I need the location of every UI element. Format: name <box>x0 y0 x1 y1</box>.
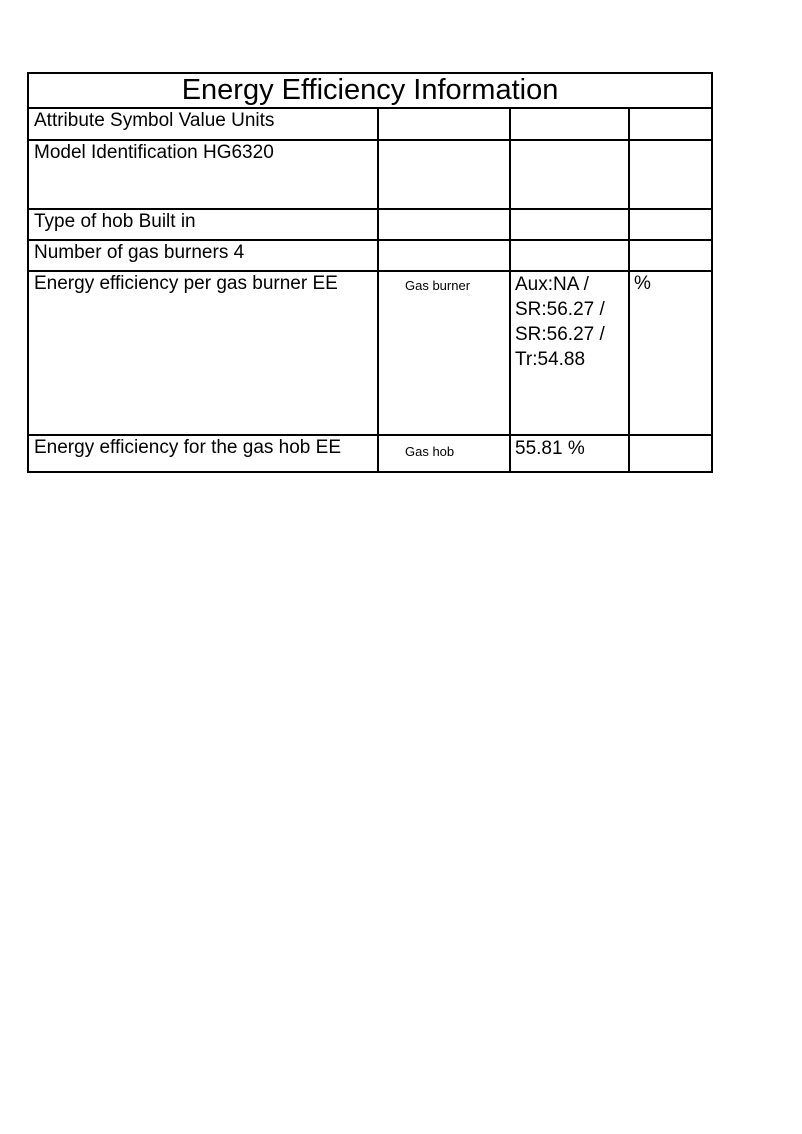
model-unit-cell <box>629 140 712 209</box>
burners-value-cell <box>510 240 629 271</box>
header-symbol-cell <box>378 108 510 140</box>
energy-efficiency-table <box>27 72 713 473</box>
ee-burner-value-sr1: SR:56.27 / <box>515 299 605 320</box>
ee-burner-value-aux: Aux:NA / <box>515 274 589 295</box>
type-label: Type of hob Built in <box>28 209 378 240</box>
ee-hob-unit <box>629 435 712 472</box>
burners-symbol-cell <box>378 240 510 271</box>
ee-burner-unit: % <box>629 271 712 435</box>
header-unit-cell <box>629 108 712 140</box>
burners-unit-cell <box>629 240 712 271</box>
ee-burner-value-sr2: SR:56.27 / <box>515 324 605 345</box>
ee-hob-value: 55.81 % <box>510 435 629 472</box>
table-row-burners <box>28 240 712 271</box>
table-row-ee-burner <box>28 271 712 435</box>
header-label: Attribute Symbol Value Units <box>28 108 378 140</box>
header-value-cell <box>510 108 629 140</box>
ee-burner-symbol: Gas burner <box>378 271 510 435</box>
ee-burner-values <box>510 271 629 435</box>
model-symbol-cell <box>378 140 510 209</box>
ee-hob-symbol: Gas hob <box>378 435 510 472</box>
table-row-type <box>28 209 712 240</box>
model-label: Model Identification HG6320 <box>28 140 378 209</box>
table-row-header <box>28 108 712 140</box>
table-row-ee-hob <box>28 435 712 472</box>
model-value-cell <box>510 140 629 209</box>
type-value-cell <box>510 209 629 240</box>
ee-burner-label: Energy efficiency per gas burner EE <box>28 271 378 435</box>
burners-label: Number of gas burners 4 <box>28 240 378 271</box>
ee-burner-value-tr: Tr:54.88 <box>515 349 586 370</box>
type-symbol-cell <box>378 209 510 240</box>
table-row-model <box>28 140 712 209</box>
type-unit-cell <box>629 209 712 240</box>
table-title: Energy Efficiency Information <box>28 73 712 108</box>
ee-hob-label: Energy efficiency for the gas hob EE <box>28 435 378 472</box>
